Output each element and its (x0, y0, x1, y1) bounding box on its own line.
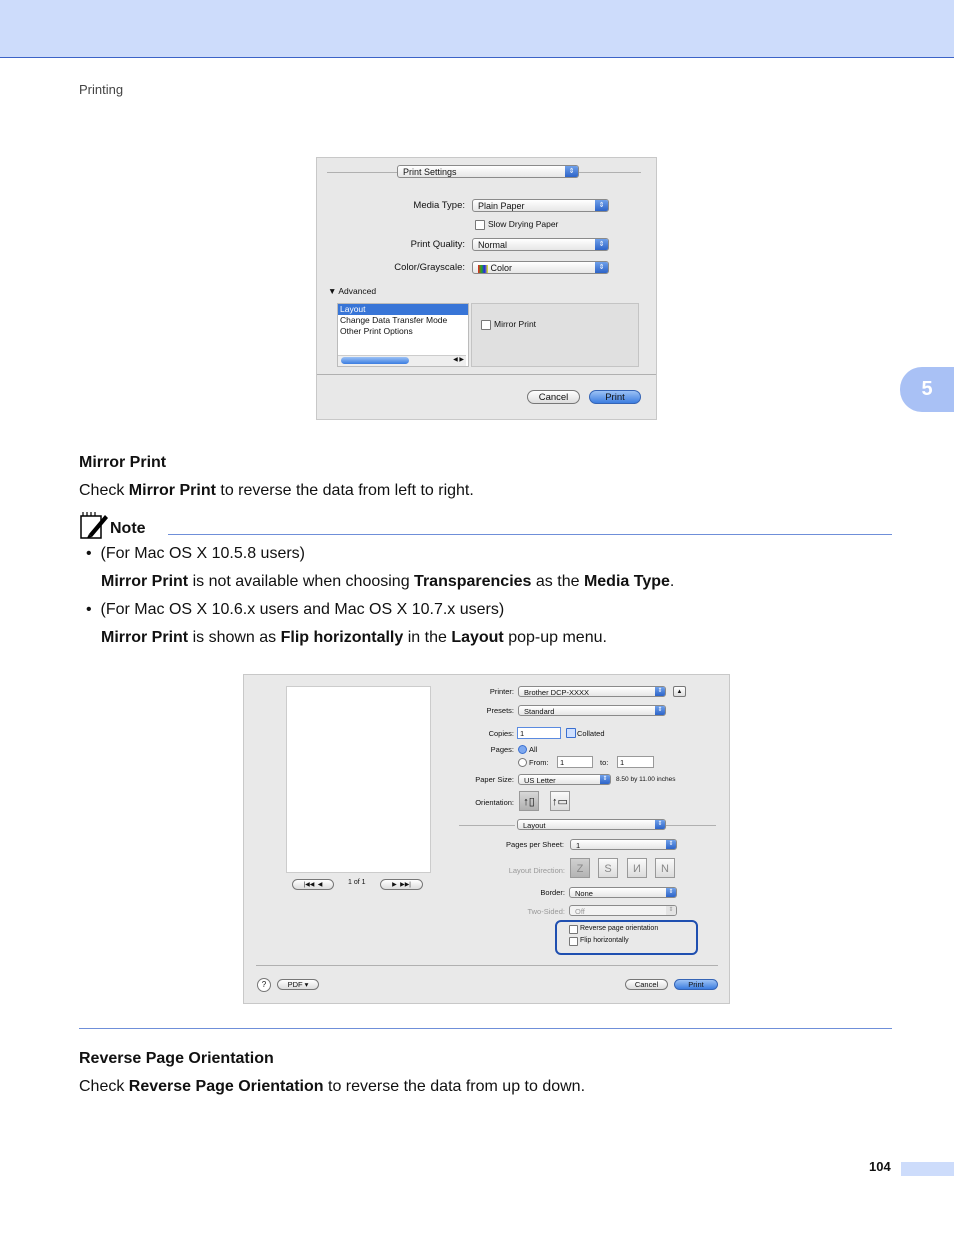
note-pencil-icon (79, 512, 109, 540)
direction-s-icon[interactable]: S (598, 858, 618, 878)
portrait-orientation-icon[interactable]: ↑▯ (519, 791, 539, 811)
note-bullet-1-detail: Mirror Print is not available when choosing Transparencies as the Media Type. (101, 573, 675, 590)
chevron-updown-icon: ⇕ (655, 687, 665, 696)
note-bullet-1: • (For Mac OS X 10.5.8 users) (86, 545, 306, 562)
advanced-list (337, 303, 469, 367)
reverse-orientation-label: Reverse page orientation (580, 925, 659, 932)
color-grayscale-label: Color/Grayscale: (394, 262, 465, 273)
mirror-print-heading: Mirror Print (79, 454, 167, 471)
copies-field[interactable]: 1 (517, 727, 561, 739)
direction-n-icon[interactable]: И (627, 858, 647, 878)
footer-bar (901, 1162, 954, 1176)
presets-label: Presets: (486, 706, 514, 715)
two-sided-label: Two-Sided: (527, 907, 565, 916)
cancel-button[interactable]: Cancel (625, 979, 668, 990)
note-divider (168, 534, 892, 535)
breadcrumb: Printing (79, 82, 124, 97)
printer-label: Printer: (489, 687, 514, 696)
page-count: 1 of 1 (348, 879, 366, 886)
orientation-label: Orientation: (475, 798, 514, 807)
landscape-orientation-icon[interactable]: ↑▭ (550, 791, 570, 811)
media-type-popup[interactable]: Plain Paper ⇕ (472, 199, 609, 212)
from-label: From: (529, 758, 549, 767)
chevron-updown-icon: ⇕ (666, 888, 676, 897)
print-quality-label: Print Quality: (410, 239, 465, 250)
to-field[interactable]: 1 (617, 756, 654, 768)
chevron-updown-icon: ⇕ (600, 775, 610, 784)
color-popup[interactable]: Color ⇕ (472, 261, 609, 274)
list-scrollbar[interactable] (338, 355, 466, 366)
note-bullet-2-detail: Mirror Print is shown as Flip horizontally in the Layout pop-up menu. (101, 629, 607, 646)
slow-drying-checkbox[interactable] (475, 220, 485, 230)
printer-popup[interactable]: Brother DCP-XXXX ⇕ (518, 686, 666, 697)
chevron-updown-icon: ⇕ (666, 840, 676, 849)
note-title: Note (110, 520, 146, 537)
paper-size-dims: 8.50 by 11.00 inches (616, 776, 676, 783)
direction-z-icon[interactable]: Z (570, 858, 590, 878)
chevron-updown-icon: ⇕ (595, 239, 608, 250)
page-number: 104 (869, 1159, 891, 1174)
pages-per-sheet-popup[interactable]: 1 ⇕ (570, 839, 677, 850)
chevron-updown-icon: ⇕ (595, 262, 608, 273)
advanced-item-transfer[interactable]: Change Data Transfer Mode (340, 315, 448, 325)
chevron-updown-icon: ⇕ (655, 820, 665, 829)
layout-options-box (471, 303, 639, 367)
pdf-menu-button[interactable]: PDF ▾ (277, 979, 319, 990)
collated-label: Collated (577, 729, 605, 738)
flip-horizontally-checkbox[interactable] (569, 937, 578, 946)
print-settings-screenshot (316, 157, 657, 420)
page-preview (286, 686, 431, 873)
scroll-arrows-icon[interactable]: ◀ ▶ (453, 357, 464, 363)
chapter-tab: 5 (900, 367, 954, 412)
advanced-item-layout[interactable]: Layout (338, 304, 468, 315)
to-label: to: (600, 758, 609, 767)
border-label: Border: (540, 888, 565, 897)
direction-reverse-n-icon[interactable]: N (655, 858, 675, 878)
advanced-disclosure[interactable]: ▼ Advanced (328, 286, 377, 296)
slow-drying-label: Slow Drying Paper (488, 219, 559, 229)
copies-label: Copies: (488, 729, 514, 738)
next-page-buttons[interactable]: ▶ ▶▶| (380, 879, 423, 890)
reverse-orientation-checkbox[interactable] (569, 925, 578, 934)
chevron-updown-icon: ⇕ (655, 706, 665, 715)
collapse-dialog-button[interactable]: ▲ (673, 686, 686, 697)
color-swatch-icon (478, 265, 488, 273)
presets-popup[interactable]: Standard ⇕ (518, 705, 666, 716)
all-radio[interactable] (518, 745, 527, 754)
two-sided-popup[interactable]: Off ⇕ (569, 905, 677, 916)
collated-checkbox[interactable] (566, 728, 576, 738)
pages-label: Pages: (490, 745, 514, 754)
header-band (0, 0, 954, 58)
reverse-orientation-text: Check Reverse Page Orientation to reverse the data from up to down. (79, 1078, 586, 1095)
note-end-divider (79, 1028, 892, 1029)
print-button[interactable]: Print (674, 979, 718, 990)
layout-direction-label: Layout Direction: (508, 866, 565, 875)
chevron-updown-icon: ⇕ (565, 166, 578, 177)
scroll-thumb[interactable] (341, 357, 409, 364)
help-button[interactable]: ? (257, 978, 271, 992)
mirror-print-checkbox[interactable] (481, 320, 491, 330)
mirror-print-label: Mirror Print (494, 319, 537, 329)
paper-size-popup[interactable]: US Letter ⇕ (518, 774, 611, 785)
chevron-updown-icon: ⇕ (666, 906, 676, 915)
media-type-label: Media Type: (413, 200, 465, 211)
disclosure-triangle-icon: ▼ (328, 286, 337, 296)
panel-popup[interactable]: Layout ⇕ (517, 819, 666, 830)
flip-horizontally-label: Flip horizontally (580, 937, 629, 944)
reverse-orientation-heading: Reverse Page Orientation (79, 1050, 274, 1067)
all-label: All (529, 745, 538, 754)
note-bullet-2: • (For Mac OS X 10.6.x users and Mac OS X 10.7.x users) (86, 601, 505, 618)
prev-page-buttons[interactable]: |◀◀ ◀ (292, 879, 334, 890)
chevron-updown-icon: ⇕ (595, 200, 608, 211)
from-field[interactable]: 1 (557, 756, 593, 768)
print-quality-popup[interactable]: Normal ⇕ (472, 238, 609, 251)
print-dialog-screenshot (243, 674, 730, 1004)
mirror-print-text: Check Mirror Print to reverse the data from left to right. (79, 482, 474, 499)
cancel-button[interactable]: Cancel (527, 390, 580, 404)
paper-size-label: Paper Size: (475, 775, 514, 784)
print-button[interactable]: Print (589, 390, 641, 404)
advanced-item-other[interactable]: Other Print Options (340, 326, 413, 336)
from-radio[interactable] (518, 758, 527, 767)
panel-popup[interactable]: Print Settings ⇕ (397, 165, 579, 178)
border-popup[interactable]: None ⇕ (569, 887, 677, 898)
pages-per-sheet-label: Pages per Sheet: (506, 840, 564, 849)
